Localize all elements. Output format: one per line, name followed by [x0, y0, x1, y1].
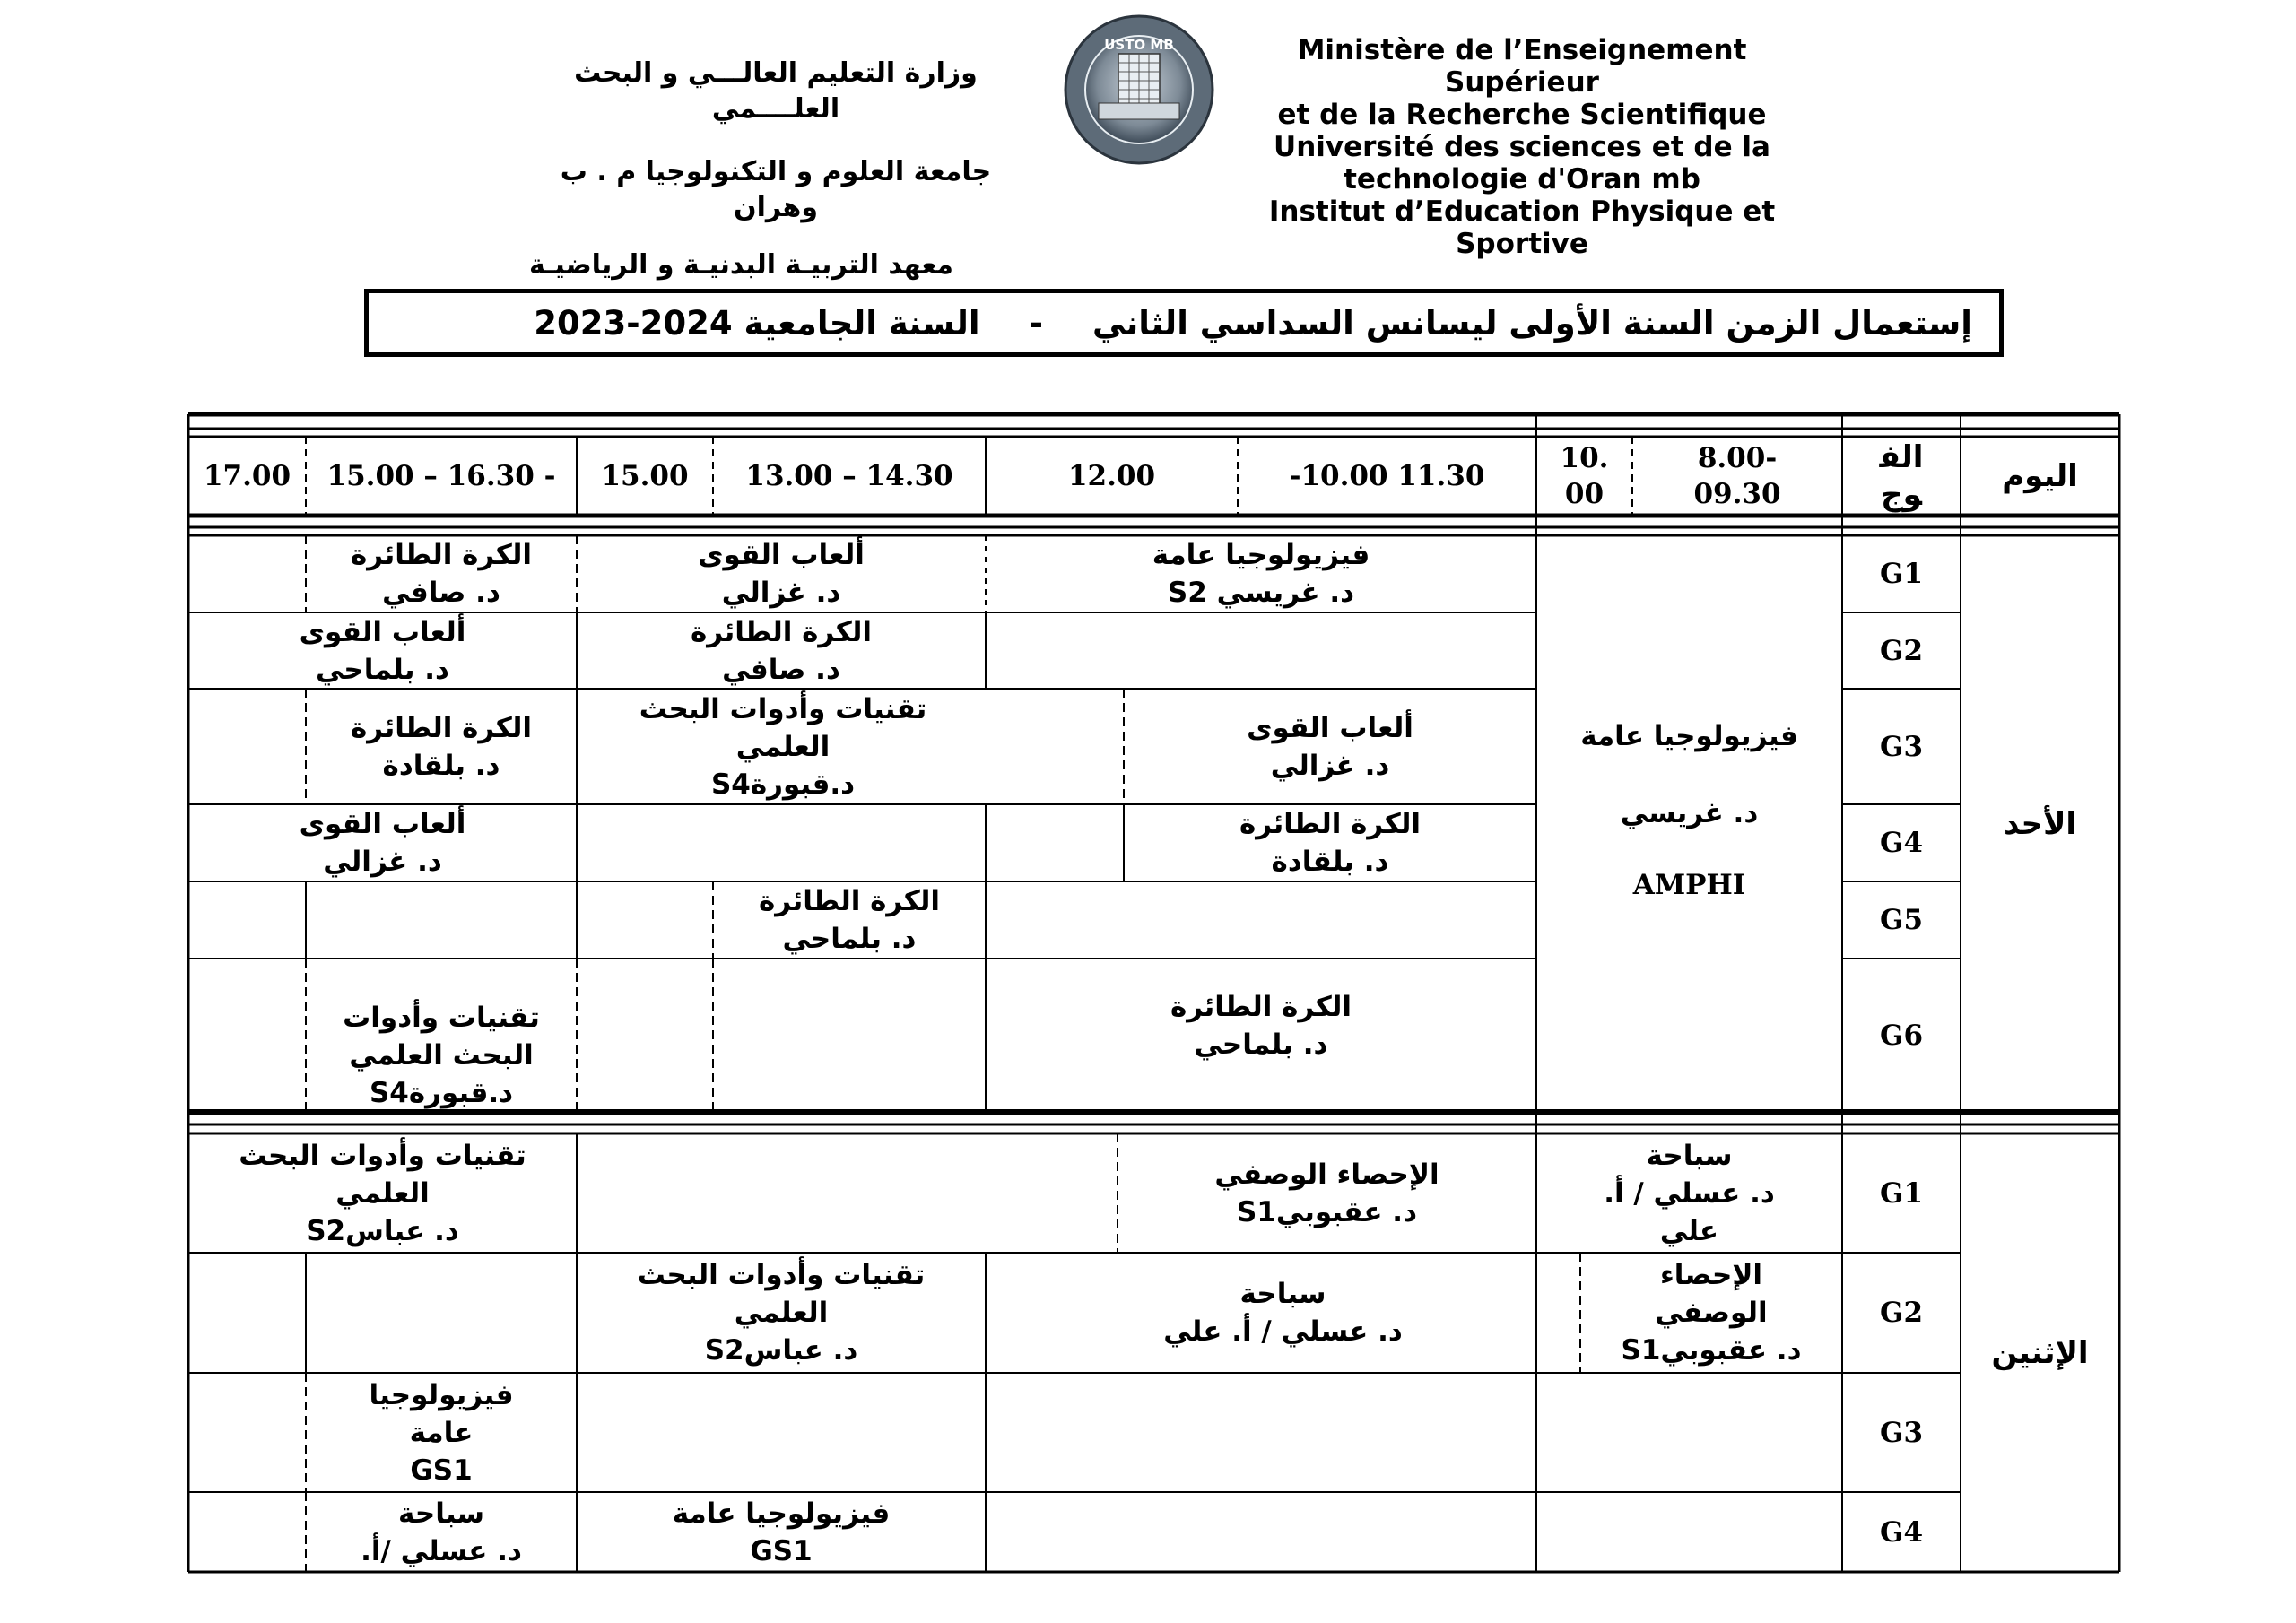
session-cell: فيزيولوجيا عامة GS1: [369, 1378, 514, 1487]
ministry-french: Ministère de l’Enseignement Supérieur et de la Recherche Scientifique Université des sciences et de la technologie d'Oran mb Institut d’Education Physique et Sportive: [1268, 34, 1776, 260]
group-label: G4: [1879, 827, 1924, 859]
header-group: الفوج: [1879, 439, 1924, 513]
session-cell: تقنيات وأدوات البحث العلمي د. عباسS2: [239, 1139, 526, 1247]
session-cell: سباحة د. عسلي /أ.: [361, 1497, 522, 1567]
university-arabic: جامعة العلوم و التكنولوجيا م . ب وهران: [560, 156, 992, 223]
session-cell: الإحصاء الوصفي د. عقبوبيS1: [1621, 1259, 1802, 1367]
group-label: G1: [1879, 558, 1924, 590]
group-label: G2: [1879, 1297, 1924, 1329]
header-time-13: 13.00 – 14.30: [745, 460, 953, 492]
session-cell: فيزيولوجيا عامة GS1: [672, 1497, 891, 1567]
session-cell: سباحة د. عسلي / أ. علي: [1604, 1139, 1775, 1247]
session-cell: الإحصاء الوصفي د. عقبوبيS1: [1214, 1158, 1439, 1228]
day-monday: الإثنين: [1991, 1334, 2089, 1371]
session-cell: ألعاب القوى د. غزالي: [698, 539, 865, 609]
group-label: G4: [1879, 1515, 1924, 1549]
group-label: G1: [1879, 1176, 1924, 1210]
day-sunday: الأحد: [2003, 805, 2077, 842]
session-cell: الكرة الطائرة د. صافي: [691, 615, 872, 686]
session-cell: الكرة الطائرة د. صافي: [351, 539, 532, 609]
header-time-12: 12.00: [1067, 460, 1156, 492]
group-label: G2: [1879, 634, 1924, 667]
group-label: G5: [1879, 904, 1924, 936]
session-cell: الكرة الطائرة د. بلقادة: [351, 711, 532, 782]
session-cell: تقنيات وأدوات البحث العلمي د.قبورةS4: [639, 692, 927, 801]
group-label: G6: [1879, 1019, 1924, 1052]
svg-text:USTO MB: USTO MB: [1104, 37, 1174, 53]
session-cell: ألعاب القوى د. غزالي: [299, 808, 466, 878]
header-time-17: 17.00: [203, 460, 291, 492]
group-label: G3: [1879, 1416, 1924, 1449]
title-separator: -: [1029, 303, 1043, 343]
session-cell: فيزيولوجيا عامة د. غريسي S2: [1152, 539, 1370, 609]
session-cell: الكرة الطائرة د. بلماحي: [1170, 991, 1352, 1061]
header-time-10b: -10.00 11.30: [1289, 460, 1485, 492]
session-cell: ألعاب القوى د. غزالي: [1247, 711, 1413, 782]
header-day: اليوم: [2002, 458, 2078, 494]
session-cell: تقنيات وأدوات البحث العلمي د. عباسS2: [637, 1259, 926, 1367]
header-time-10a: 10.00: [1560, 442, 1609, 510]
session-cell: ألعاب القوى د. بلماحي: [299, 615, 466, 686]
session-cell: الكرة الطائرة د. بلقادة: [1239, 808, 1421, 878]
ministry-arabic: وزارة التعليم العالـــي و البحث العلــــمي: [574, 57, 978, 125]
header-time-15a: 15.00: [601, 460, 689, 492]
header-time-15b: 15.00 – 16.30 -: [326, 460, 556, 492]
group-label: G3: [1879, 730, 1924, 763]
session-cell: سباحة د. عسلي / أ. علي: [1163, 1278, 1403, 1348]
session-cell: الكرة الطائرة د. بلماحي: [759, 885, 940, 955]
title-main: إستعمال الزمن السنة الأولى ليسانس السداسي الثاني: [1091, 303, 1972, 343]
sunday-amphi-session: فيزيولوجيا عامة د. غريسي AMPHI: [1580, 720, 1798, 901]
academic-year: السنة الجامعية 2024-2023: [534, 303, 980, 343]
institute-arabic: معهد التربيـة البدنيـة و الرياضيـة: [529, 249, 953, 281]
header-time-8: -8.00 09.30: [1693, 442, 1781, 510]
session-cell: تقنيات وأدوات البحث العلمي د.قبورةS4: [343, 1002, 540, 1109]
